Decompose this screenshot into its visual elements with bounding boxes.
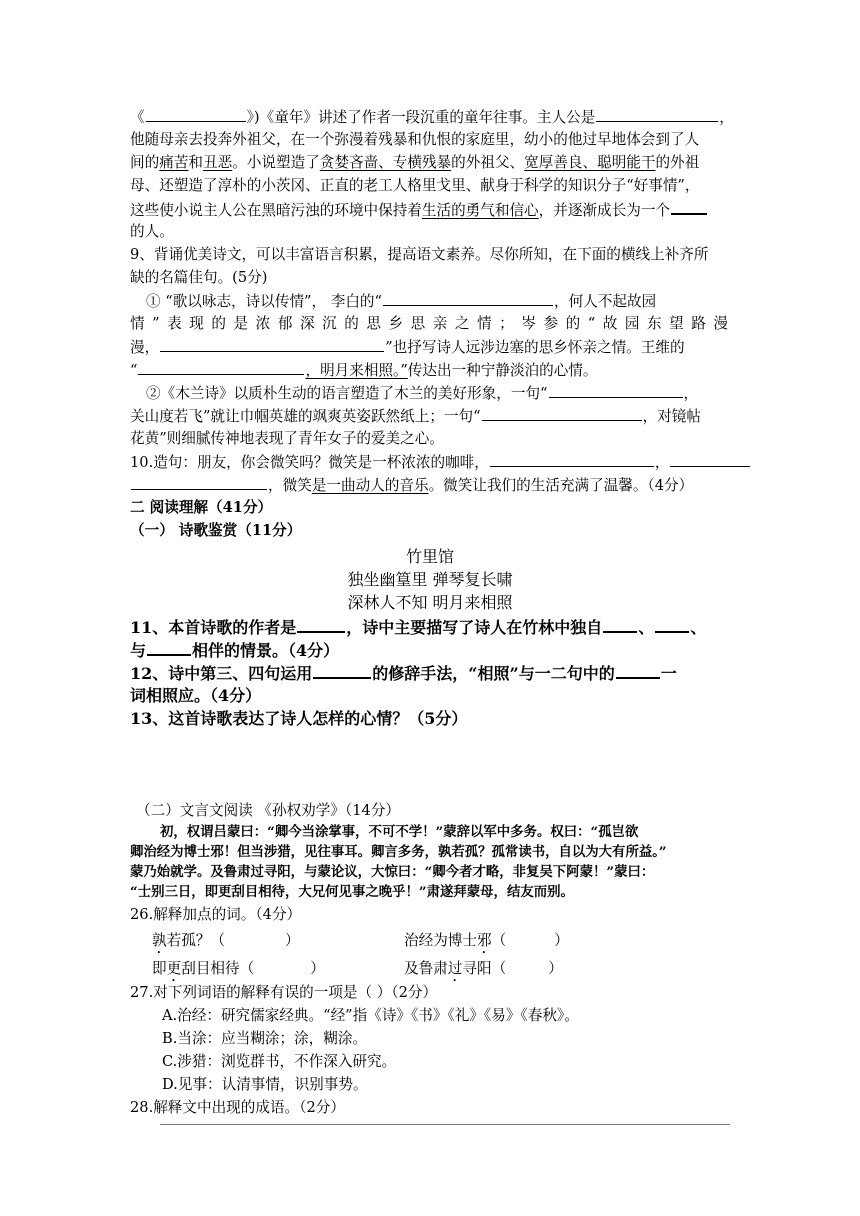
intro-line-3: 间的痛苦和丑恶。小说塑造了贪婪吝啬、专横残暴的外祖父、宽厚善良、聪明能干的外祖 — [130, 154, 700, 171]
poetry-subtitle: （一） 诗歌鉴赏（11分） — [130, 522, 302, 539]
q11-line-1: 11、本首诗歌的作者是 ，诗中主要描写了诗人在竹林中独自 、 、 — [130, 618, 707, 637]
protagonist-blank[interactable] — [596, 106, 718, 122]
poem-line-1: 独坐幽篁里 弹琴复长啸 — [347, 570, 513, 589]
q9-line-4: 情”表现的是浓郁深沉的思乡思亲之情；岑参的“故园东望路漫 — [130, 315, 728, 332]
classical-line-4: “士别三日，即更刮目相待，大兄何见事之晚乎！”肃遂拜蒙母，结友而别。 — [130, 884, 574, 900]
censhen-blank[interactable] — [160, 336, 384, 352]
classical-line-2: 卿治经为博士邪！但当涉猎，见往事耳。卿言多务，孰若孤？孤常读书，自以为大有所益。” — [130, 844, 667, 860]
intro-line-6: 的人。 — [130, 223, 174, 240]
q12-line-2: 词相照应。（4分） — [130, 686, 262, 705]
q27-title: 27.对下列词语的解释有误的一项是（ ）（2分） — [130, 984, 438, 1001]
mulan-blank-2[interactable] — [482, 405, 642, 421]
answer-line[interactable] — [160, 1124, 730, 1125]
intro-line-2: 他随母亲去投奔外祖父，在一个弥漫着残暴和仇恨的家庭里，幼小的他过早地体会到了人 — [130, 131, 700, 148]
activity-blank-1[interactable] — [603, 616, 637, 633]
book-title-blank[interactable] — [146, 106, 246, 122]
q9-line-9: 花黄”则细腻传神地表现了青年女子的爱美之心。 — [130, 430, 444, 447]
q10-line-2: ，微笑是一曲动人的音乐。微笑让我们的生活充满了温馨。（4分） — [130, 474, 693, 497]
q26-item-1: 孰若孤？（ ） — [152, 932, 300, 949]
q26-title: 26.解释加点的词。（4分） — [130, 906, 302, 923]
q28-question: 28.解释文中出现的成语。（2分） — [130, 1099, 345, 1116]
q9-line-8: 关山度若飞”就让巾帼英雄的飒爽英姿跃然纸上；一句“ ，对镜帖 — [130, 405, 701, 428]
mulan-blank-1[interactable] — [549, 382, 683, 398]
q10-blank-1[interactable] — [490, 451, 654, 467]
q10-blank-3[interactable] — [131, 474, 267, 490]
growth-blank[interactable] — [671, 198, 707, 215]
intro-line-5: 这些使小说主人公在黑暗污浊的环境中保持着生活的勇气和信心，并逐渐成长为一个 — [130, 198, 708, 222]
q10-line-1: 10.造句：朋友，你会微笑吗？微笑是一杯浓浓的咖啡， ， — [130, 451, 751, 474]
q9-line-2: 缺的名篇佳句。(5分) — [130, 269, 268, 286]
author-blank[interactable] — [297, 616, 345, 633]
intro-line-4: 母、还塑造了淳朴的小茨冈、正直的老工人格里戈里、献身于科学的知识分子“好事情”， — [130, 177, 700, 194]
poem-line-2: 深林人不知 明月来相照 — [347, 593, 513, 612]
classical-line-3: 蒙乃始就学。及鲁肃过寻阳，与蒙论议，大惊曰：“卿今者才略，非复吴下阿蒙！”蒙曰： — [130, 864, 655, 880]
q27-option-a[interactable]: A.治经：研究儒家经典。“经”指《诗》《书》《礼》《易》《春秋》。 — [162, 1007, 579, 1024]
q26-item-2: 治经为博士邪（ ） — [404, 932, 569, 949]
classical-line-1: 初，权谓吕蒙曰：“卿今当涂掌事，不可不学！”蒙辞以军中多务。权曰：“孤岂欲 — [160, 824, 639, 840]
q27-option-d[interactable]: D.见事：认清事情，识别事势。 — [162, 1076, 368, 1093]
q9-line-3: ① “歌以咏志，诗以传情”， 李白的“ ，何人不起故园 — [146, 290, 656, 313]
libai-blank[interactable] — [383, 290, 553, 306]
q26-item-3: 即更刮目相待（ ） — [152, 960, 325, 977]
q10-blank-2[interactable] — [670, 451, 750, 467]
q26-item-4: 及鲁肃过寻阳（ ） — [404, 960, 563, 977]
q9-line-1: 9、背诵优美诗文，可以丰富语言积累，提高语文素养。尽你所知，在下面的横线上补齐所 — [130, 246, 709, 263]
intro-line-1: 《 》)《童年》讲述了作者一段沉重的童年往事。主人公是 ， — [130, 106, 734, 129]
echo-word-blank[interactable] — [616, 662, 660, 679]
q9-line-6: “ ，明月来相照。”传达出一种宁静淡泊的心情。 — [130, 359, 598, 382]
q13-question: 13、这首诗歌表达了诗人怎样的心情？（5分） — [130, 709, 468, 728]
poem-title: 竹里馆 — [405, 547, 454, 566]
companion-blank[interactable] — [147, 639, 191, 656]
wangwei-blank[interactable] — [138, 359, 304, 375]
activity-blank-2[interactable] — [655, 616, 689, 633]
section-2-title: 二 阅读理解（41分） — [130, 499, 273, 516]
q12-line-1: 12、诗中第三、四句运用 的修辞手法，“相照”与一二句中的 一 — [130, 664, 677, 683]
rhetoric-blank[interactable] — [313, 662, 371, 679]
q11-line-2: 与 相伴的情景。（4分） — [130, 641, 340, 660]
q9-line-7: ②《木兰诗》以质朴生动的语言塑造了木兰的美好形象，一句“ ， — [146, 382, 698, 405]
classical-title: （二）文言文阅读 《孙权劝学》（14分） — [136, 802, 401, 819]
q9-line-5: 漫， ”也抒写诗人远涉边塞的思乡怀亲之情。王维的 — [130, 336, 685, 359]
q27-option-b[interactable]: B.当涂：应当糊涂；涂，糊涂。 — [162, 1030, 368, 1047]
q27-option-c[interactable]: C.涉猎：浏览群书，不作深入研究。 — [162, 1053, 397, 1070]
